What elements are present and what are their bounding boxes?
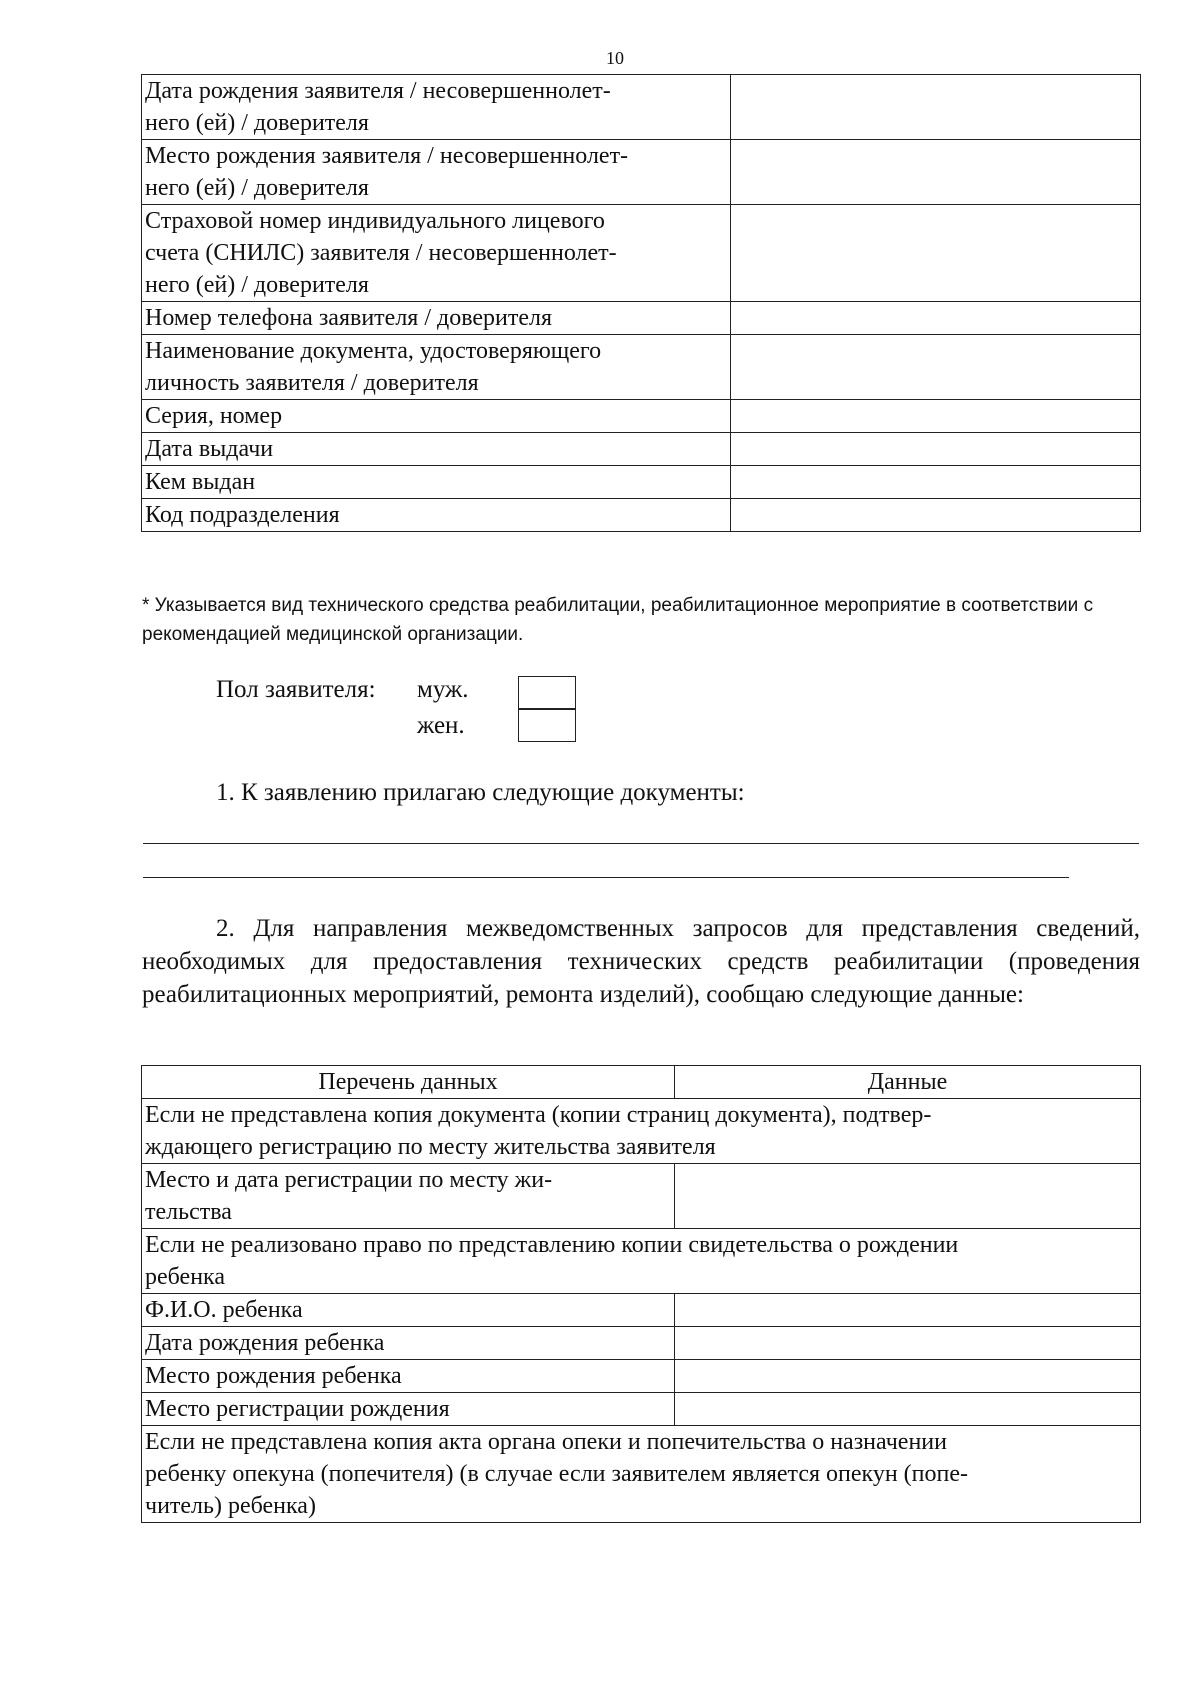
gender-label: Пол заявителя:: [216, 676, 376, 703]
label-line: читель) ребенка): [145, 1493, 316, 1519]
row-label: [142, 466, 731, 499]
table-row: [142, 499, 1141, 532]
row-label: [142, 140, 731, 205]
row-label: [142, 302, 731, 335]
label-line: Место рождения заявителя / несовершеннолет-: [145, 143, 629, 169]
label-line: Номер телефона заявителя / доверителя: [145, 305, 553, 331]
label-line: Наименование документа, удостоверяющего: [145, 338, 602, 364]
table-header-row: [142, 1066, 1141, 1099]
label-line: ребенка: [145, 1264, 225, 1290]
table-row: [142, 302, 1141, 335]
row-label: [142, 335, 731, 400]
value-cell[interactable]: [731, 302, 1141, 335]
label-line: личность заявителя / доверителя: [145, 370, 479, 396]
row-label: [142, 205, 731, 302]
row-label: [142, 1294, 675, 1327]
label-line: него (ей) / доверителя: [145, 272, 369, 298]
page-number: 10: [606, 48, 624, 68]
value-cell[interactable]: [731, 140, 1141, 205]
row-label: [142, 1360, 675, 1393]
value-cell[interactable]: [675, 1360, 1141, 1393]
interagency-data-table: [141, 1065, 1141, 1523]
label-line: Дата выдачи: [145, 436, 274, 462]
gender-female-checkbox[interactable]: [518, 709, 576, 742]
table-section-row: [142, 1426, 1141, 1523]
gender-male-checkbox[interactable]: [518, 676, 576, 709]
column-header-list: Перечень данных: [142, 1066, 675, 1099]
table-row: [142, 466, 1141, 499]
value-cell[interactable]: [731, 75, 1141, 140]
interagency-request-paragraph: 2. Для направления межведомственных запросов для представления сведений, необходимых для предоставления технических средств реабилитации (проведения реабилитационных мероприятий, ремонта изделий), сообщаю следующие данные:: [142, 915, 1140, 1008]
row-label: [142, 1327, 675, 1360]
fill-in-line[interactable]: [143, 877, 1069, 878]
table-row: [142, 335, 1141, 400]
applicant-data-table: [141, 74, 1141, 532]
fill-in-line[interactable]: [143, 843, 1139, 844]
label-line: Если не представлена копия документа (копии страниц документа), подтвер-: [145, 1102, 932, 1128]
value-cell[interactable]: [731, 400, 1141, 433]
table-row: [142, 1360, 1141, 1393]
column-header-data: Данные: [675, 1066, 1141, 1099]
table-row: [142, 205, 1141, 302]
label-line: ждающего регистрацию по месту жительства заявителя: [145, 1134, 716, 1160]
gender-male-label: муж.: [417, 676, 469, 703]
table-section-row: [142, 1099, 1141, 1164]
footnote: * Указывается вид технического средства реабилитации, реабилитационное мероприятие в соответствии с рекомендацией медицинской организации.: [142, 595, 1094, 645]
section-cell: [142, 1099, 1141, 1164]
row-label: [142, 75, 731, 140]
table-row: [142, 1393, 1141, 1426]
section-cell: [142, 1426, 1141, 1523]
table-row: [142, 75, 1141, 140]
label-line: Дата рождения заявителя / несовершеннолет-: [145, 78, 611, 104]
row-label: [142, 499, 731, 532]
section-cell: [142, 1229, 1141, 1294]
label-line: Страховой номер индивидуального лицевого: [145, 208, 605, 234]
value-cell[interactable]: [675, 1164, 1141, 1229]
value-cell[interactable]: [675, 1294, 1141, 1327]
label-line: Если не представлена копия акта органа опеки и попечительства о назначении: [145, 1429, 947, 1455]
label-line: Ф.И.О. ребенка: [145, 1297, 303, 1323]
table-row: [142, 140, 1141, 205]
table-row: [142, 1327, 1141, 1360]
label-line: Место и дата регистрации по месту жи-: [145, 1167, 553, 1193]
label-line: тельства: [145, 1199, 232, 1225]
label-line: него (ей) / доверителя: [145, 110, 369, 136]
value-cell[interactable]: [731, 205, 1141, 302]
label-line: Код подразделения: [145, 502, 340, 528]
table-row: [142, 1164, 1141, 1229]
value-cell[interactable]: [675, 1327, 1141, 1360]
label-line: Если не реализовано право по представлению копии свидетельства о рождении: [145, 1232, 959, 1258]
row-label: [142, 1393, 675, 1426]
table-row: [142, 1294, 1141, 1327]
row-label: [142, 433, 731, 466]
label-line: Дата рождения ребенка: [145, 1330, 385, 1356]
value-cell[interactable]: [731, 499, 1141, 532]
label-line: него (ей) / доверителя: [145, 175, 369, 201]
gender-female-label: жен.: [417, 712, 465, 739]
row-label: [142, 1164, 675, 1229]
table-row: [142, 400, 1141, 433]
label-line: Кем выдан: [145, 469, 256, 495]
label-line: Место регистрации рождения: [145, 1396, 450, 1422]
table-row: [142, 433, 1141, 466]
value-cell[interactable]: [731, 335, 1141, 400]
label-line: ребенку опекуна (попечителя) (в случае если заявителем является опекун (попе-: [145, 1461, 969, 1487]
attached-documents-heading: 1. К заявлению прилагаю следующие документы:: [216, 779, 745, 806]
label-line: Место рождения ребенка: [145, 1363, 402, 1389]
row-label: [142, 400, 731, 433]
label-line: Серия, номер: [145, 403, 283, 429]
value-cell[interactable]: [731, 433, 1141, 466]
value-cell[interactable]: [731, 466, 1141, 499]
label-line: счета (СНИЛС) заявителя / несовершеннолет-: [145, 240, 617, 266]
value-cell[interactable]: [675, 1393, 1141, 1426]
table-section-row: [142, 1229, 1141, 1294]
